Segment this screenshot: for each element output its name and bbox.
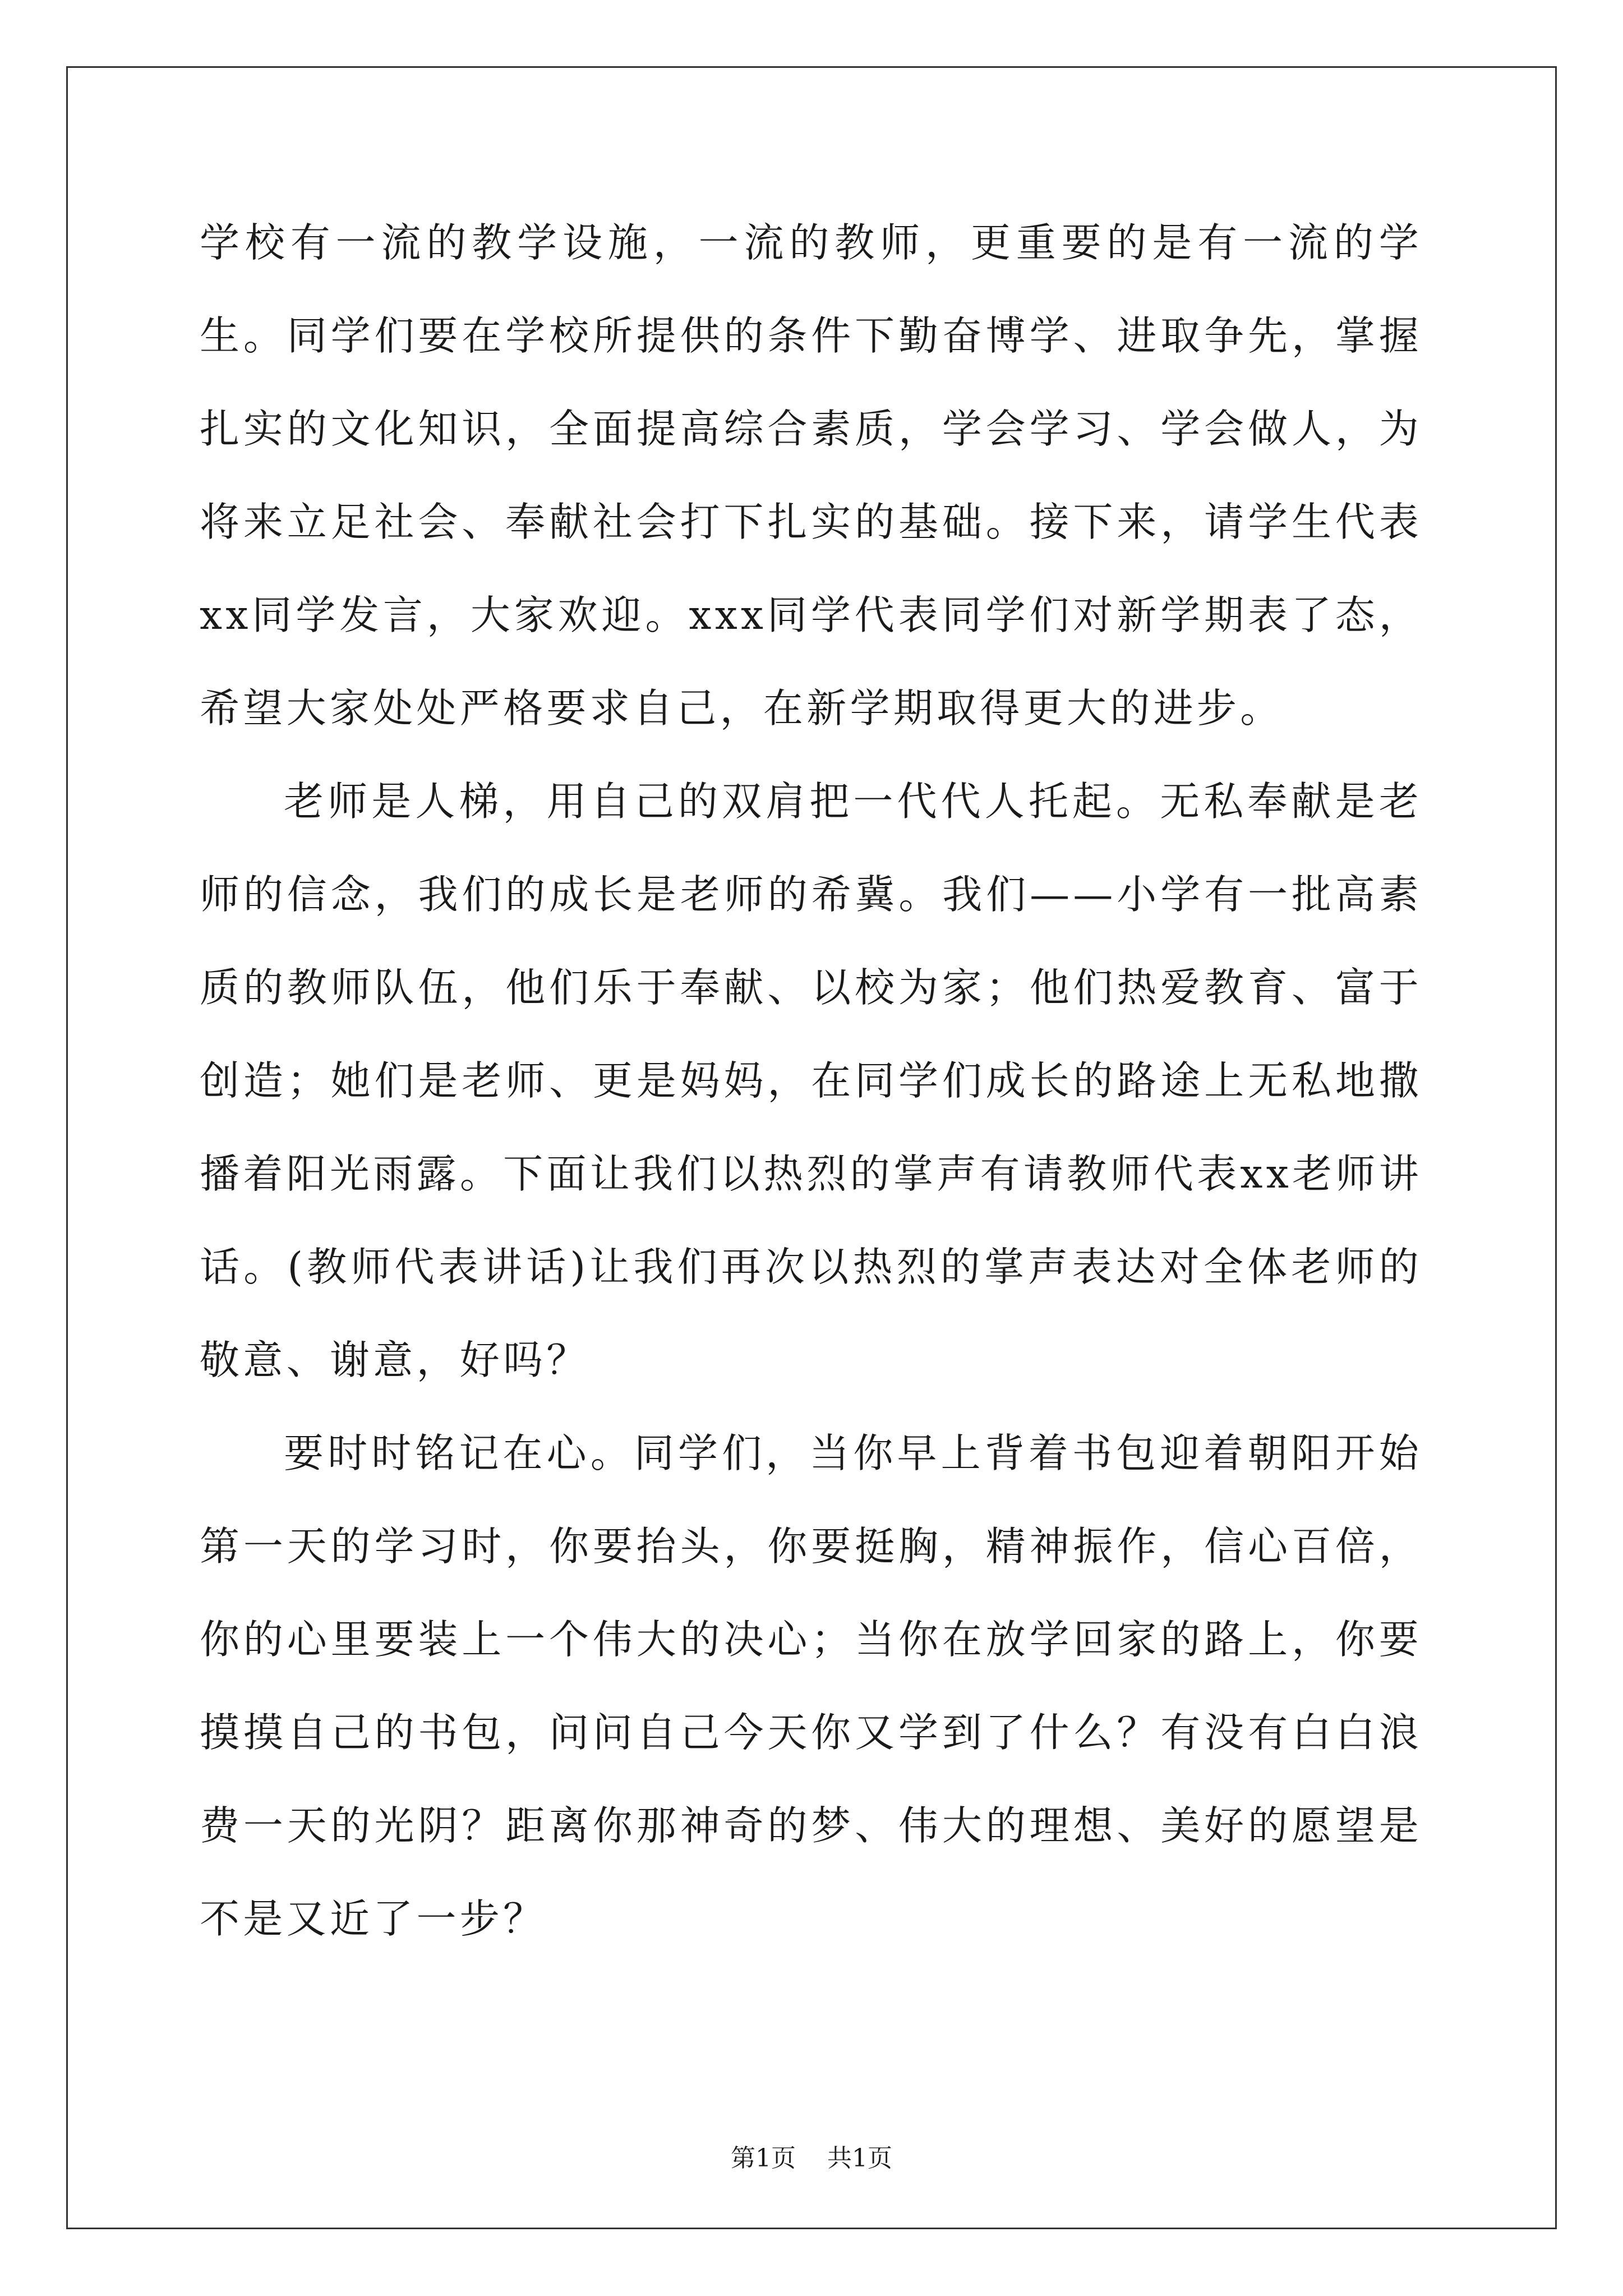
page-footer: 第1页 共1页 [731,2144,892,2173]
paragraph-2: 老师是人梯，用自己的双肩把一代代人托起。无私奉献是老师的信念，我们的成长是老师的希冀。我们——小学有一批高素质的教师队伍，他们乐于奉献、以校为家；他们热爱教育、富于创造；她们是老师、更是妈妈，在同学们成长的路途上无私地撒播着阳光雨露。下面让我们以热烈的掌声有请教师代表xx老师讲话。(教师代表讲话)让我们再次以热烈的掌声表达对全体老师的敬意、谢意，好吗？ [200,778,1422,1383]
paragraph-1: 学校有一流的教学设施，一流的教师，更重要的是有一流的学生。同学们要在学校所提供的条件下勤奋博学、进取争先，掌握扎实的文化知识，全面提高综合素质，学会学习、学会做人，为将来立足社会、奉献社会打下扎实的基础。接下来，请学生代表xx同学发言，大家欢迎。xxx同学代表同学们对新学期表了态，希望大家处处严格要求自己，在新学期取得更大的进步。 [200,219,1422,731]
document-body [200,196,1422,1966]
paragraph-3: 要时时铭记在心。同学们，当你早上背着书包迎着朝阳开始第一天的学习时，你要抬头，你要挺胸，精神振作，信心百倍，你的心里要装上一个伟大的决心；当你在放学回家的路上，你要摸摸自己的书包，问问自己今天你又学到了什么？有没有白白浪费一天的光阴？距离你那神奇的梦、伟大的理想、美好的愿望是不是又近了一步？ [200,1430,1422,1942]
